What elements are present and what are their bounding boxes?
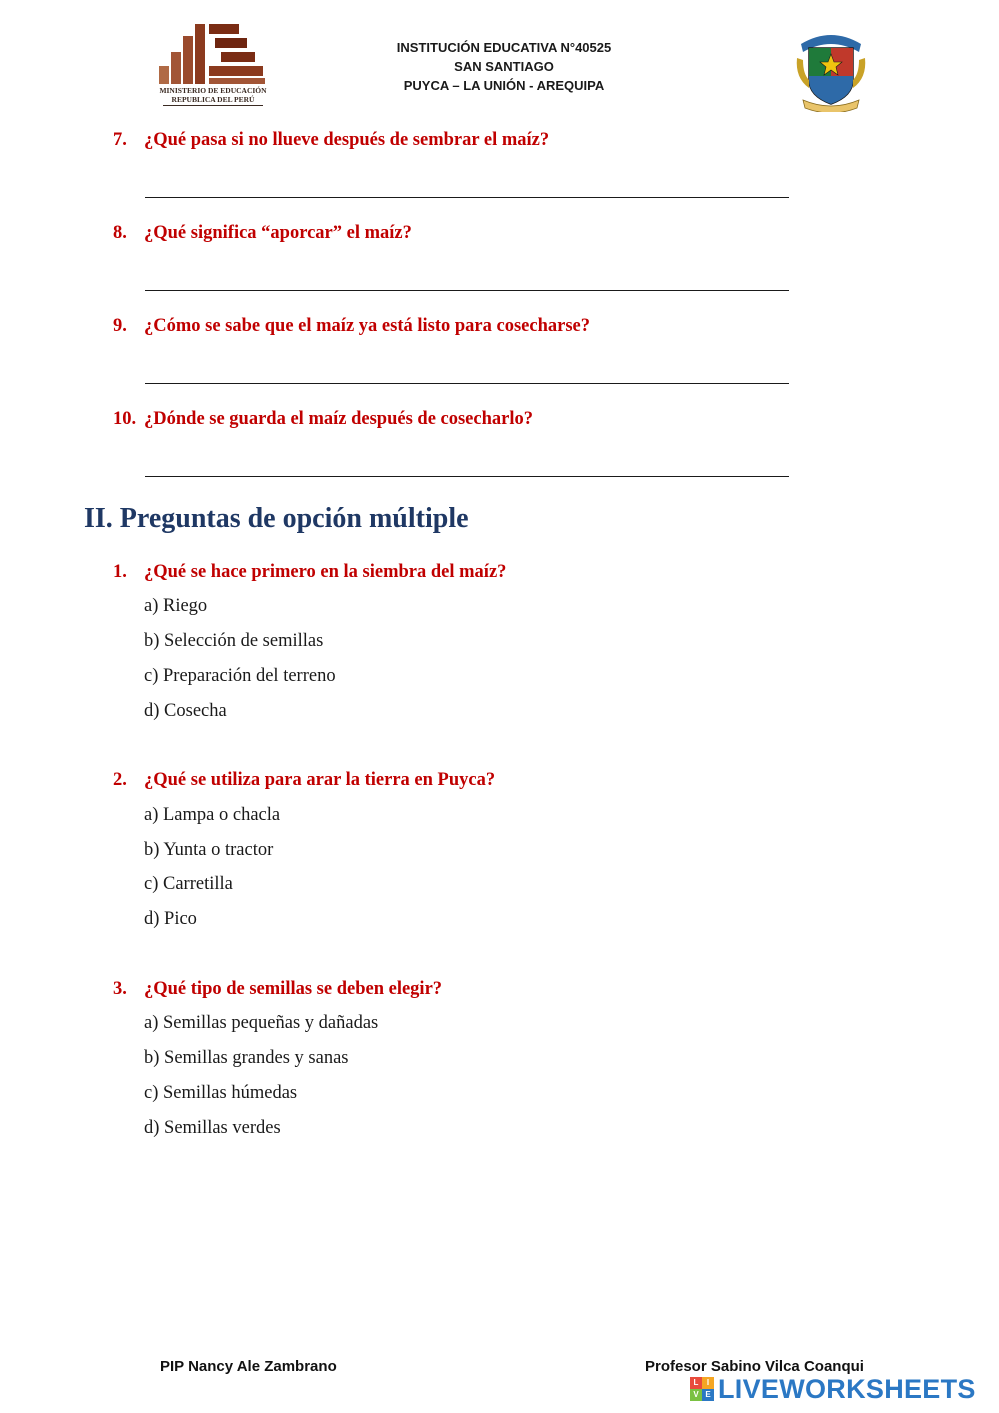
mc1-option-b[interactable]: b) Selección de semillas bbox=[144, 631, 324, 651]
question-text: ¿Qué significa “aporcar” el maíz? bbox=[144, 223, 412, 243]
question-number: 8. bbox=[113, 223, 127, 243]
question-text: ¿Cómo se sabe que el maíz ya está listo para cosecharse? bbox=[144, 316, 590, 336]
question-text: ¿Qué se hace primero en la siembra del maíz? bbox=[144, 562, 507, 582]
institution-name: INSTITUCIÓN EDUCATIVA N°40525 bbox=[396, 40, 612, 55]
question-number: 9. bbox=[113, 316, 127, 336]
mc3-option-c[interactable]: c) Semillas húmedas bbox=[144, 1083, 298, 1103]
answer-line-9[interactable] bbox=[145, 383, 789, 384]
badge-letter: I bbox=[702, 1377, 714, 1389]
mc2-option-b[interactable]: b) Yunta o tractor bbox=[144, 840, 274, 860]
school-crest bbox=[795, 18, 867, 112]
question-10 bbox=[113, 409, 533, 430]
question-9 bbox=[113, 316, 590, 337]
mc-question-1 bbox=[113, 562, 506, 583]
mc-question-3 bbox=[113, 979, 442, 1000]
institution-location: PUYCA – LA UNIÓN - AREQUIPA bbox=[403, 78, 605, 93]
question-number: 2. bbox=[113, 770, 127, 790]
school-crest-icon bbox=[795, 18, 867, 112]
section-title: II. Preguntas de opción múltiple bbox=[84, 503, 469, 534]
badge-letter: E bbox=[702, 1389, 714, 1401]
question-text: ¿Qué se utiliza para arar la tierra en Puyca? bbox=[144, 770, 496, 790]
question-number: 7. bbox=[113, 130, 127, 150]
question-text: ¿Qué tipo de semillas se deben elegir? bbox=[144, 979, 443, 999]
footer-right: Profesor Sabino Vilca Coanqui bbox=[645, 1358, 864, 1375]
mc-question-2 bbox=[113, 770, 495, 791]
question-number: 10. bbox=[113, 409, 137, 429]
mc2-option-d[interactable]: d) Pico bbox=[144, 909, 197, 929]
question-7 bbox=[113, 130, 549, 151]
answer-line-7[interactable] bbox=[145, 197, 789, 198]
footer-left: PIP Nancy Ale Zambrano bbox=[160, 1358, 337, 1375]
minedu-underline bbox=[163, 105, 263, 106]
question-number: 1. bbox=[113, 562, 127, 582]
mc2-option-c[interactable]: c) Carretilla bbox=[144, 874, 233, 894]
question-text: ¿Dónde se guarda el maíz después de cosecharlo? bbox=[144, 409, 533, 429]
minedu-caption-line2: REPUBLICA DEL PERÚ bbox=[171, 95, 255, 104]
mc3-option-d[interactable]: d) Semillas verdes bbox=[144, 1118, 281, 1138]
answer-line-10[interactable] bbox=[145, 476, 789, 477]
question-text: ¿Qué pasa si no llueve después de sembrar el maíz? bbox=[144, 130, 550, 150]
liveworksheets-logo-icon bbox=[690, 1377, 714, 1401]
liveworksheets-watermark[interactable] bbox=[690, 1372, 976, 1406]
mc3-option-b[interactable]: b) Semillas grandes y sanas bbox=[144, 1048, 349, 1068]
mc1-option-a[interactable]: a) Riego bbox=[144, 596, 208, 616]
minedu-caption-line1: MINISTERIO DE EDUCACIÓN bbox=[159, 86, 267, 95]
badge-letter: L bbox=[690, 1377, 702, 1389]
answer-line-8[interactable] bbox=[145, 290, 789, 291]
question-number: 3. bbox=[113, 979, 127, 999]
liveworksheets-wordmark: LIVEWORKSHEETS bbox=[718, 1373, 976, 1404]
mc3-option-a[interactable]: a) Semillas pequeñas y dañadas bbox=[144, 1013, 379, 1033]
mc1-option-c[interactable]: c) Preparación del terreno bbox=[144, 666, 336, 686]
question-8 bbox=[113, 223, 412, 244]
mc2-option-a[interactable]: a) Lampa o chacla bbox=[144, 805, 281, 825]
mc1-option-d[interactable]: d) Cosecha bbox=[144, 701, 227, 721]
institution-school: SAN SANTIAGO bbox=[454, 59, 554, 74]
minedu-bars-icon bbox=[157, 22, 269, 86]
institution-header bbox=[300, 38, 708, 95]
badge-letter: V bbox=[690, 1389, 702, 1401]
